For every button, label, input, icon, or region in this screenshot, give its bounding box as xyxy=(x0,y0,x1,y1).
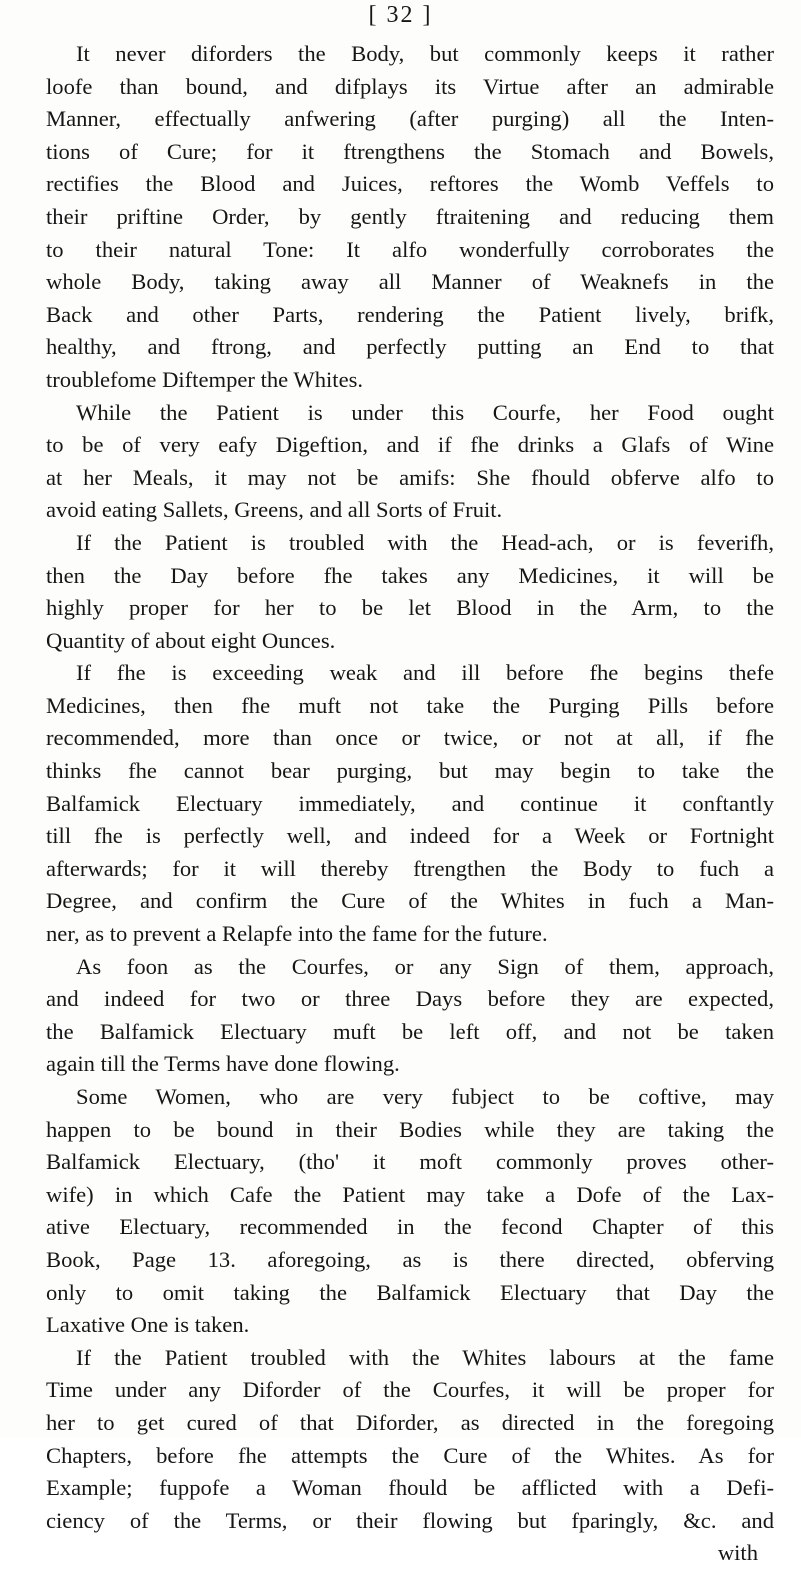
text-line: Back and other Parts, rendering the Patient lively, brifk, xyxy=(46,301,774,327)
text-line: to be of very eafy Digeftion, and if fhe drinks a Glafs of Wine xyxy=(46,432,774,458)
page-number: [ 32 ] xyxy=(368,2,433,28)
text-line: Example; fuppofe a Woman fhould be afflicted with a Defi- xyxy=(46,1475,774,1501)
text-line: It never diforders the Body, but commonly keeps it rather xyxy=(76,41,774,66)
text-line: only to omit taking the Balfamick Electuary that Day the xyxy=(46,1279,774,1305)
text-line: till fhe is perfectly well, and indeed for a Week or Fortnight xyxy=(46,823,774,849)
text-line: Quantity of about eight Ounces. xyxy=(46,627,336,653)
text-line: and indeed for two or three Days before they are expected, xyxy=(46,986,774,1012)
text-line: troublefome Diftemper the Whites. xyxy=(46,366,364,392)
text-line: thinks fhe cannot bear purging, but may begin to take the xyxy=(46,758,774,784)
text-line: While the Patient is under this Courfe, her Food ought xyxy=(76,399,774,425)
text-line: tions of Cure; for it ftrengthens the Stomach and Bowels, xyxy=(46,138,774,164)
text-line: happen to be bound in their Bodies while they are taking the xyxy=(46,1116,774,1142)
text-line: ative Electuary, recommended in the fecond Chapter of this xyxy=(46,1214,774,1240)
text-line: avoid eating Sallets, Greens, and all Sorts of Fruit. xyxy=(46,497,503,523)
text-line: healthy, and ftrong, and perfectly putting an End to that xyxy=(46,334,774,360)
text-line: to their natural Tone: It alfo wonderfully corroborates the xyxy=(46,236,774,262)
text-line: ciency of the Terms, or their flowing but fparingly, &c. and xyxy=(46,1507,774,1533)
text-line: then the Day before fhe takes any Medicines, it will be xyxy=(46,562,774,588)
text-line: their priftine Order, by gently ftraitening and reducing them xyxy=(46,203,774,229)
text-line: Chapters, before fhe attempts the Cure of the Whites. As for xyxy=(46,1442,774,1468)
text-line: with xyxy=(717,1540,758,1566)
text-line: afterwards; for it will thereby ftrengthen the Body to fuch a xyxy=(46,855,774,881)
text-line: whole Body, taking away all Manner of Weaknefs in the xyxy=(46,269,774,295)
text-line: As foon as the Courfes, or any Sign of them, approach, xyxy=(76,953,774,979)
text-line: her to get cured of that Diforder, as directed in the foregoing xyxy=(46,1409,774,1435)
text-line: If the Patient troubled with the Whites labours at the fame xyxy=(76,1344,774,1370)
text-line: highly proper for her to be let Blood in the Arm, to the xyxy=(46,595,774,621)
text-line: Medicines, then fhe muft not take the Purging Pills before xyxy=(46,692,774,718)
text-line: If fhe is exceeding weak and ill before fhe begins thefe xyxy=(76,660,774,686)
text-line: Book, Page 13. aforegoing, as is there directed, obferving xyxy=(46,1246,774,1272)
text-line: wife) in which Cafe the Patient may take a Dofe of the Lax- xyxy=(46,1181,774,1207)
text-line: Balfamick Electuary, (tho' it moft commonly proves other- xyxy=(46,1149,774,1175)
text-line: ner, as to prevent a Relapfe into the fame for the future. xyxy=(46,921,548,947)
text-line: Balfamick Electuary immediately, and continue it conftantly xyxy=(46,790,774,816)
text-line: If the Patient is troubled with the Head-ach, or is feverifh, xyxy=(76,529,774,555)
text-line: again till the Terms have done flowing. xyxy=(46,1051,400,1077)
text-line: Time under any Diforder of the Courfes, it will be proper for xyxy=(46,1377,774,1403)
text-line: Some Women, who are very fubject to be coftive, may xyxy=(76,1084,774,1109)
text-line: at her Meals, it may not be amifs: She fhould obferve alfo to xyxy=(46,464,774,490)
text-line: the Balfamick Electuary muft be left off, and not be taken xyxy=(46,1018,774,1044)
text-line: rectifies the Blood and Juices, reftores the Womb Veffels to xyxy=(46,171,774,197)
text-line: recommended, more than once or twice, or not at all, if fhe xyxy=(46,725,774,751)
text-line: Manner, effectually anfwering (after purging) all the Inten- xyxy=(46,106,774,132)
text-line: Laxative One is taken. xyxy=(46,1312,250,1338)
body-text xyxy=(46,38,774,1570)
text-line: loofe than bound, and difplays its Virtue after an admirable xyxy=(46,73,774,99)
text-line: Degree, and confirm the Cure of the Whites in fuch a Man- xyxy=(46,888,774,914)
